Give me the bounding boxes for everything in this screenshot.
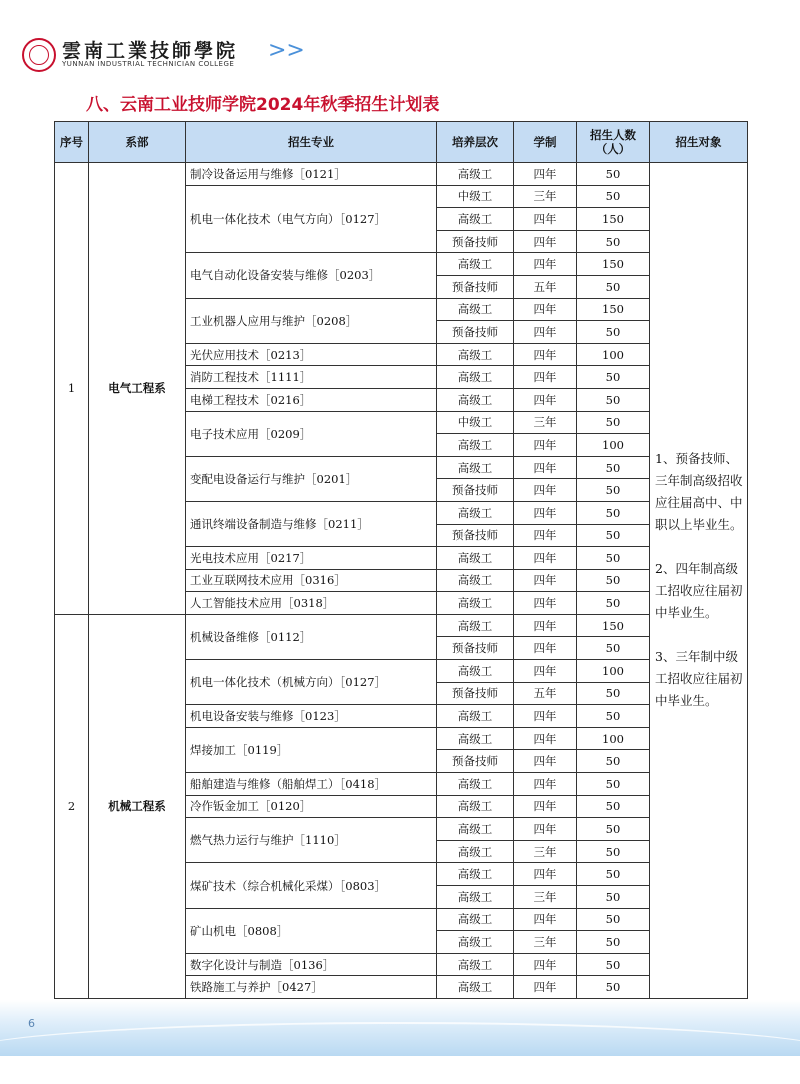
dept-seq-cell: 1 [55,163,89,615]
header-target: 招生对象 [650,122,748,163]
count-cell: 50 [577,456,650,479]
years-cell: 四年 [514,863,577,886]
level-cell: 高级工 [437,953,514,976]
count-cell: 50 [577,569,650,592]
count-cell: 50 [577,547,650,570]
years-cell: 三年 [514,411,577,434]
years-cell: 四年 [514,366,577,389]
level-cell: 高级工 [437,773,514,796]
count-cell: 50 [577,163,650,186]
level-cell: 高级工 [437,298,514,321]
count-cell: 150 [577,208,650,231]
years-cell: 四年 [514,750,577,773]
level-cell: 高级工 [437,163,514,186]
years-cell: 四年 [514,547,577,570]
major-cell: 通讯终端设备制造与维修［0211］ [186,501,437,546]
level-cell: 高级工 [437,863,514,886]
years-cell: 四年 [514,208,577,231]
major-cell: 工业机器人应用与维护［0208］ [186,298,437,343]
count-cell: 100 [577,434,650,457]
level-cell: 高级工 [437,660,514,683]
level-cell: 高级工 [437,547,514,570]
years-cell: 四年 [514,953,577,976]
count-cell: 150 [577,614,650,637]
years-cell: 四年 [514,976,577,999]
years-cell: 四年 [514,434,577,457]
header-count: 招生人数（人） [577,122,650,163]
major-cell: 冷作钣金加工［0120］ [186,795,437,818]
level-cell: 预备技师 [437,682,514,705]
major-cell: 光伏应用技术［0213］ [186,343,437,366]
major-cell: 制冷设备运用与维修［0121］ [186,163,437,186]
major-cell: 数字化设计与制造［0136］ [186,953,437,976]
years-cell: 四年 [514,321,577,344]
count-cell: 50 [577,773,650,796]
years-cell: 四年 [514,456,577,479]
major-cell: 机械设备维修［0112］ [186,614,437,659]
level-cell: 预备技师 [437,524,514,547]
level-cell: 预备技师 [437,479,514,502]
table-body [55,163,748,999]
major-cell: 矿山机电［0808］ [186,908,437,953]
double-chevron-icon: >> [268,38,305,63]
target-note: 3、三年制中级工招收应往届初中毕业生。 [655,649,743,708]
level-cell: 预备技师 [437,637,514,660]
major-cell: 人工智能技术应用［0318］ [186,592,437,615]
page-title: 八、云南工业技师学院2024年秋季招生计划表 [86,95,440,115]
header-years: 学制 [514,122,577,163]
years-cell: 四年 [514,343,577,366]
level-cell: 高级工 [437,727,514,750]
years-cell: 四年 [514,253,577,276]
years-cell: 三年 [514,840,577,863]
years-cell: 四年 [514,705,577,728]
college-logo-icon [22,38,56,72]
major-cell: 电子技术应用［0209］ [186,411,437,456]
level-cell: 高级工 [437,366,514,389]
enrollment-plan-table [54,121,748,999]
count-cell: 50 [577,479,650,502]
table-row [55,614,748,637]
target-notes-cell [650,163,748,999]
level-cell: 高级工 [437,388,514,411]
level-cell: 预备技师 [437,230,514,253]
count-cell: 50 [577,931,650,954]
target-note: 2、四年制高级工招收应往届初中毕业生。 [655,561,743,620]
major-cell: 焊接加工［0119］ [186,727,437,772]
level-cell: 高级工 [437,840,514,863]
count-cell: 100 [577,727,650,750]
major-cell: 工业互联网技术应用［0316］ [186,569,437,592]
count-cell: 50 [577,682,650,705]
major-cell: 煤矿技术（综合机械化采煤）［0803］ [186,863,437,908]
count-cell: 50 [577,908,650,931]
years-cell: 四年 [514,908,577,931]
level-cell: 高级工 [437,818,514,841]
count-cell: 50 [577,388,650,411]
level-cell: 预备技师 [437,275,514,298]
major-cell: 消防工程技术［1111］ [186,366,437,389]
level-cell: 高级工 [437,592,514,615]
years-cell: 三年 [514,886,577,909]
level-cell: 预备技师 [437,321,514,344]
level-cell: 高级工 [437,456,514,479]
major-cell: 电气自动化设备安装与维修［0203］ [186,253,437,298]
count-cell: 100 [577,343,650,366]
table-header-row [55,122,748,163]
dept-name-cell: 电气工程系 [89,163,186,615]
years-cell: 四年 [514,388,577,411]
count-cell: 50 [577,185,650,208]
years-cell: 四年 [514,569,577,592]
major-cell: 机电一体化技术（机械方向）［0127］ [186,660,437,705]
count-cell: 50 [577,750,650,773]
college-name-cn: 雲南工業技師學院 [62,40,239,62]
level-cell: 高级工 [437,501,514,524]
level-cell: 高级工 [437,208,514,231]
level-cell: 高级工 [437,614,514,637]
count-cell: 150 [577,298,650,321]
table-row [55,163,748,186]
years-cell: 四年 [514,660,577,683]
level-cell: 高级工 [437,908,514,931]
college-name-en: YUNNAN INDUSTRIAL TECHNICIAN COLLEGE [62,60,235,68]
count-cell: 50 [577,818,650,841]
years-cell: 四年 [514,727,577,750]
years-cell: 四年 [514,795,577,818]
level-cell: 高级工 [437,434,514,457]
major-cell: 机电设备安装与维修［0123］ [186,705,437,728]
dept-name-cell: 机械工程系 [89,614,186,998]
count-cell: 50 [577,863,650,886]
major-cell: 光电技术应用［0217］ [186,547,437,570]
level-cell: 高级工 [437,976,514,999]
count-cell: 100 [577,660,650,683]
years-cell: 四年 [514,298,577,321]
page-header [0,0,800,80]
major-cell: 燃气热力运行与维护［1110］ [186,818,437,863]
years-cell: 五年 [514,275,577,298]
count-cell: 50 [577,524,650,547]
years-cell: 四年 [514,592,577,615]
major-cell: 铁路施工与养护［0427］ [186,976,437,999]
years-cell: 四年 [514,818,577,841]
level-cell: 预备技师 [437,750,514,773]
major-cell: 机电一体化技术（电气方向）［0127］ [186,185,437,253]
header-major: 招生专业 [186,122,437,163]
dept-seq-cell: 2 [55,614,89,998]
count-cell: 50 [577,411,650,434]
count-cell: 50 [577,501,650,524]
count-cell: 50 [577,321,650,344]
level-cell: 高级工 [437,569,514,592]
years-cell: 四年 [514,524,577,547]
count-cell: 50 [577,366,650,389]
major-cell: 船舶建造与维修（船舶焊工）［0418］ [186,773,437,796]
page-number: 6 [28,1017,35,1030]
header-seq: 序号 [55,122,89,163]
level-cell: 高级工 [437,253,514,276]
major-cell: 电梯工程技术［0216］ [186,388,437,411]
years-cell: 四年 [514,501,577,524]
years-cell: 三年 [514,185,577,208]
count-cell: 150 [577,253,650,276]
count-cell: 50 [577,705,650,728]
count-cell: 50 [577,592,650,615]
level-cell: 高级工 [437,886,514,909]
header-dept: 系部 [89,122,186,163]
level-cell: 高级工 [437,931,514,954]
years-cell: 四年 [514,614,577,637]
level-cell: 高级工 [437,705,514,728]
count-cell: 50 [577,275,650,298]
level-cell: 中级工 [437,185,514,208]
count-cell: 50 [577,953,650,976]
count-cell: 50 [577,886,650,909]
years-cell: 四年 [514,637,577,660]
years-cell: 五年 [514,682,577,705]
count-cell: 50 [577,976,650,999]
count-cell: 50 [577,637,650,660]
level-cell: 高级工 [437,343,514,366]
count-cell: 50 [577,840,650,863]
level-cell: 中级工 [437,411,514,434]
target-note: 1、预备技师、三年制高级招收应往届高中、中职以上毕业生。 [655,451,743,532]
years-cell: 四年 [514,163,577,186]
header-level: 培养层次 [437,122,514,163]
footer-band [0,1000,800,1056]
years-cell: 四年 [514,479,577,502]
count-cell: 50 [577,230,650,253]
years-cell: 三年 [514,931,577,954]
level-cell: 高级工 [437,795,514,818]
count-cell: 50 [577,795,650,818]
years-cell: 四年 [514,773,577,796]
major-cell: 变配电设备运行与维护［0201］ [186,456,437,501]
years-cell: 四年 [514,230,577,253]
